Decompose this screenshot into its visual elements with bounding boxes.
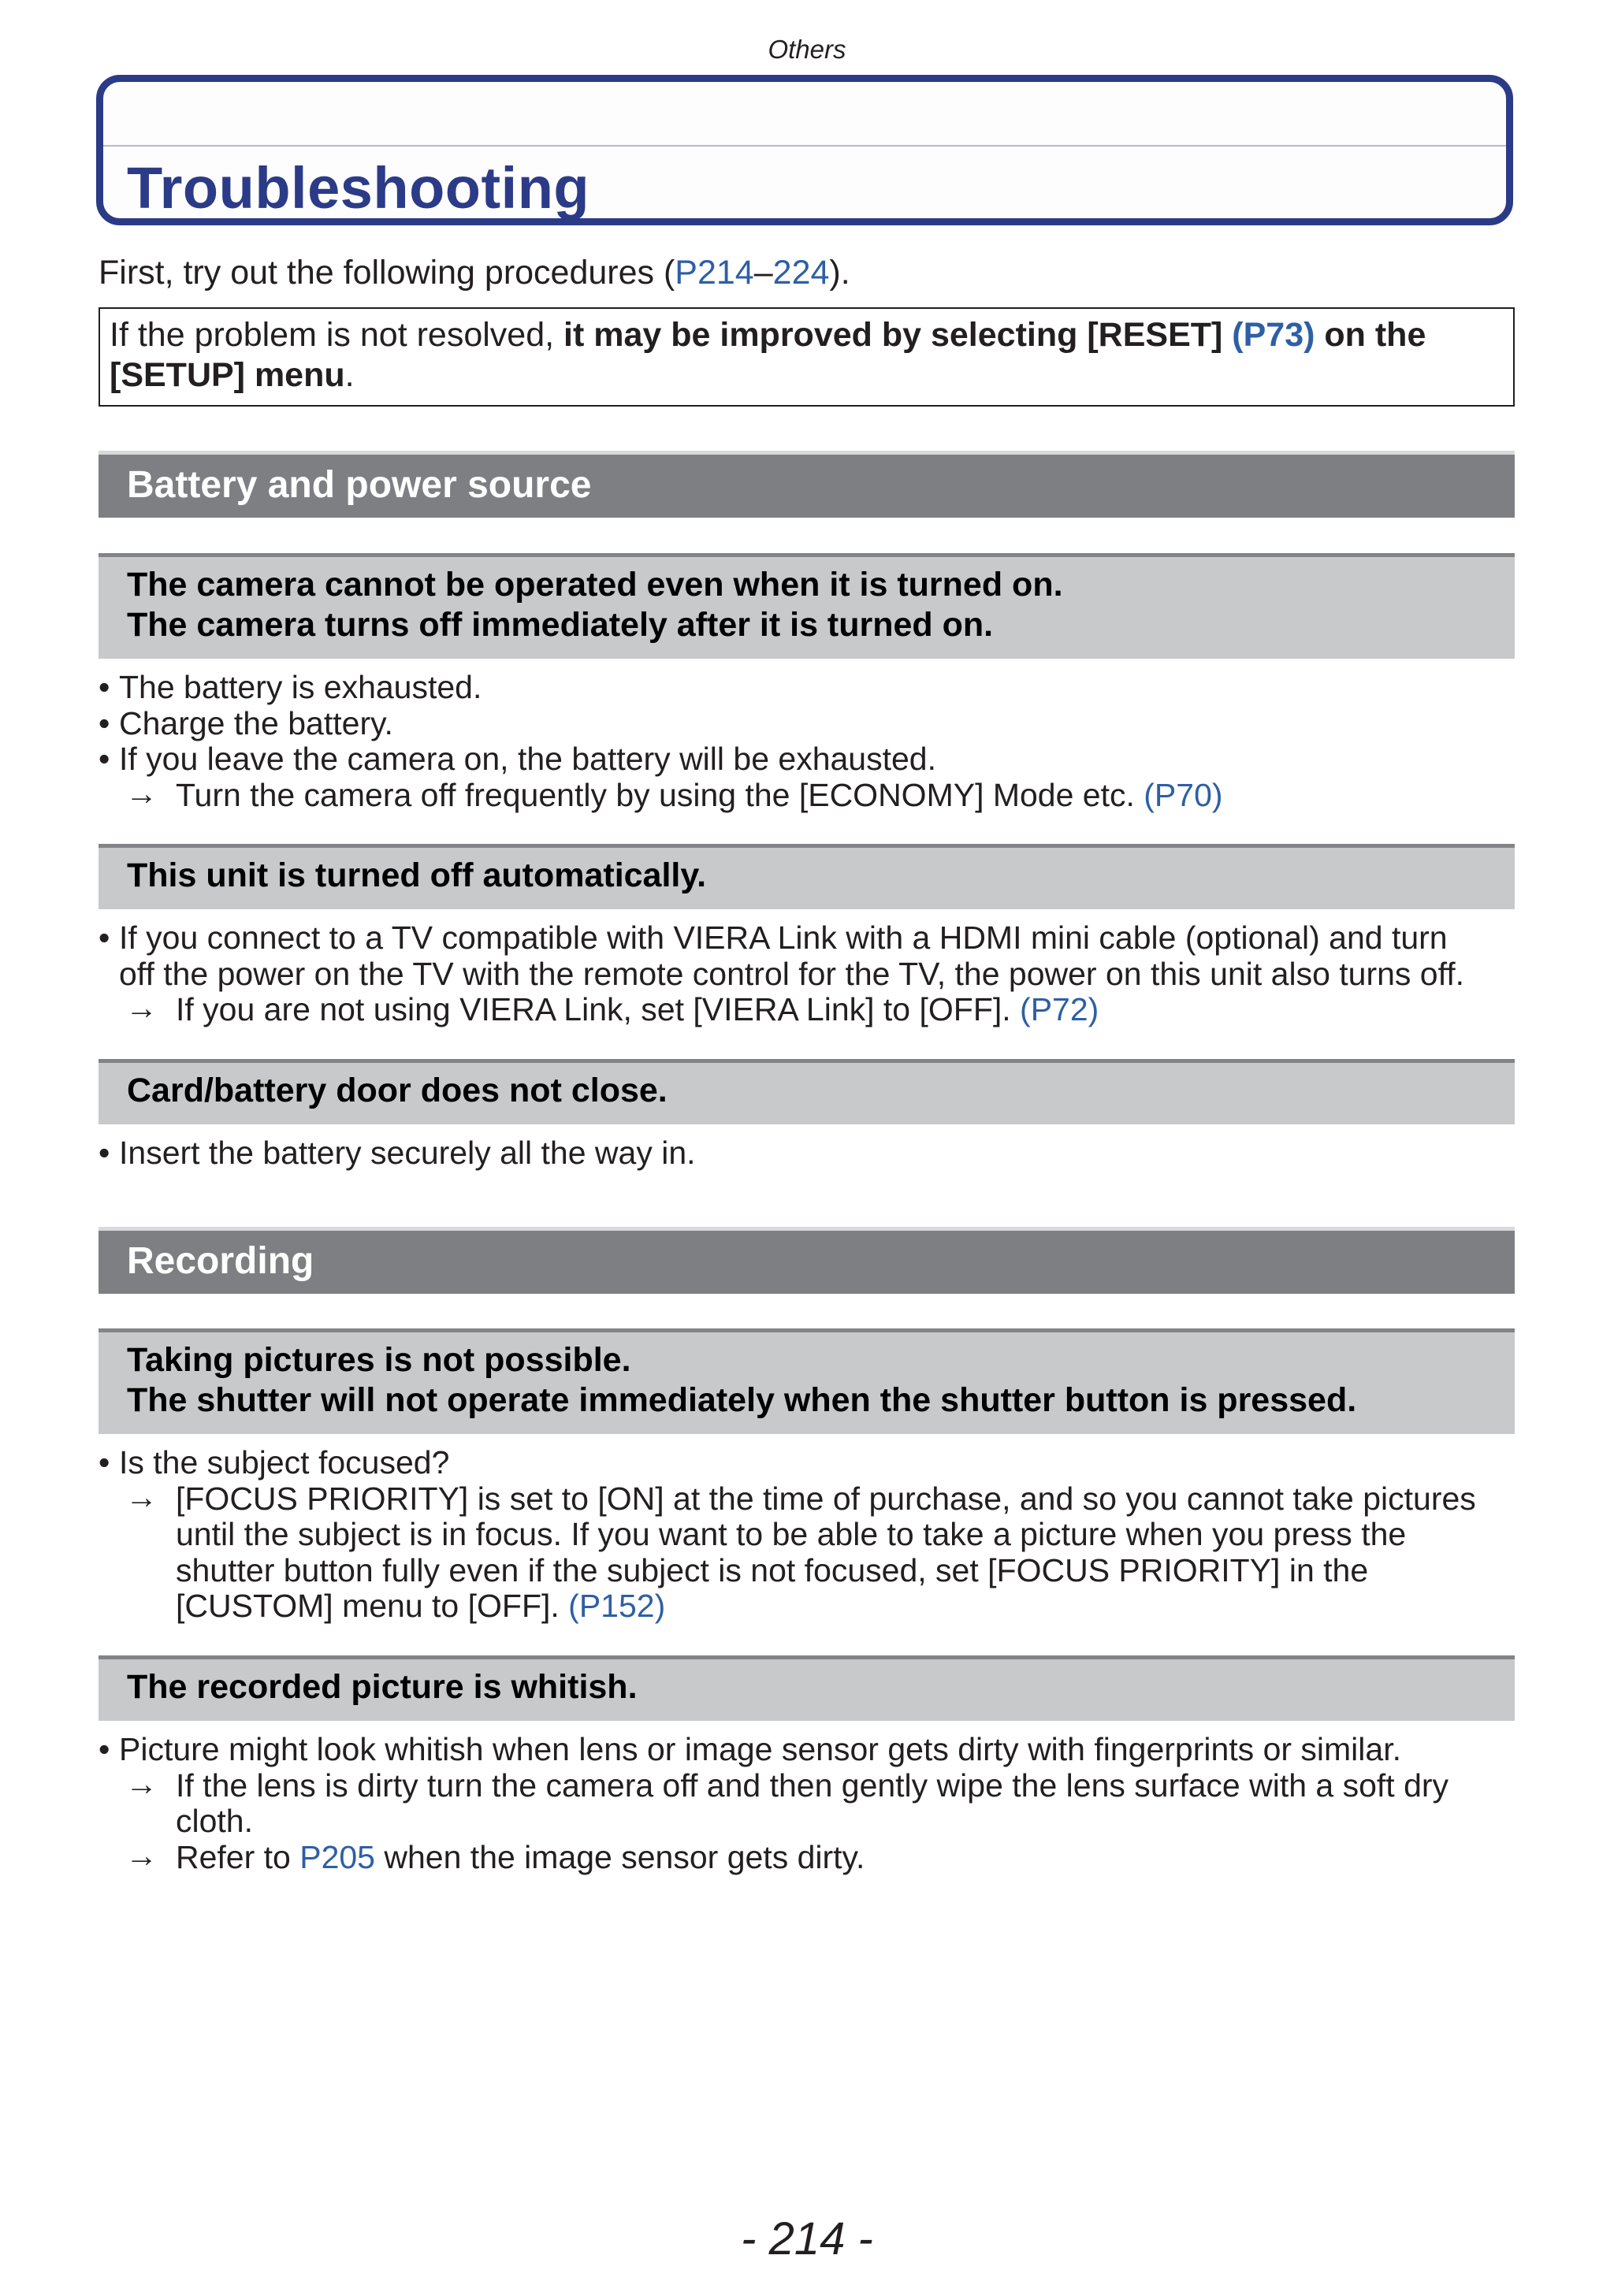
issue-heading-line: This unit is turned off automatically. [127,856,707,894]
note-plain-text: If the problem is not resolved, [110,316,564,354]
arrow-right-icon: → [125,775,158,812]
issue-heading-line: Taking pictures is not possible. [127,1341,631,1379]
action-text: If the lens is dirty turn the camera off and then gently wipe the lens surface with a soft dry [176,1767,1449,1804]
list-item: • Picture might look whitish when lens or image sensor gets dirty with fingerprints or similar. [99,1732,1515,1768]
link-p70[interactable]: (P70) [1144,776,1223,813]
issue-heading-line: Card/battery door does not close. [127,1072,668,1109]
list-item: • The battery is exhausted. [99,670,1515,706]
link-p73[interactable]: (P73) [1232,316,1315,354]
note-period: . [344,356,355,394]
list-item: • Is the subject focused? [99,1445,1515,1481]
list-item-action [99,775,1515,814]
reset-note-line-2 [110,355,1505,396]
list-item-action [99,992,1515,1028]
issue-body-whitish-picture [99,1732,1515,1875]
link-p214[interactable]: P214 [675,254,754,292]
link-p205[interactable]: P205 [299,1838,375,1875]
action-text: [CUSTOM] menu to [OFF]. [176,1588,569,1624]
intro-text [99,251,850,295]
list-item: • Insert the battery securely all the way in. [99,1135,1515,1172]
intro-dash: – [753,254,773,292]
list-item-action-continued: until the subject is in focus. If you want to be able to take a picture when you press the [176,1516,1407,1552]
list-item: • Charge the battery. [99,706,1515,742]
issue-heading-line: The camera cannot be operated even when it is turned on. [127,566,1063,604]
issue-body-camera-cannot-operate [99,670,1515,813]
note-setup-menu: [SETUP] menu [110,356,345,394]
note-bold-text-2: on the [1315,316,1426,354]
link-p152[interactable]: (P152) [568,1588,666,1624]
title-divider [103,145,1506,147]
link-224[interactable]: 224 [772,254,830,292]
action-text: [FOCUS PRIORITY] is set to [ON] at the time of purchase, and so you cannot take pictures [176,1480,1476,1517]
issue-heading-camera-cannot-operate [99,553,1515,659]
reset-note-line-1 [110,315,1505,355]
arrow-right-icon: → [125,990,158,1026]
issue-heading-line: The camera turns off immediately after it is turned on. [127,606,994,644]
list-item-action [99,1765,1515,1804]
action-text: If you are not using VIERA Link, set [VIERA Link] to [OFF]. [176,991,1021,1027]
list-item-continued: off the power on the TV with the remote control for the TV, the power on this unit also turns off. [119,955,1465,992]
list-item: • If you leave the camera on, the battery will be exhausted. [99,741,1515,778]
page-number: - 214 - [741,2213,873,2264]
section-heading-recording: Recording [99,1227,1515,1294]
section-heading-battery: Battery and power source [99,451,1515,518]
list-item-action-continued: shutter button fully even if the subject is not focused, set [FOCUS PRIORITY] in the [176,1551,1369,1588]
issue-heading-whitish-picture [99,1655,1515,1721]
list-item-action [99,1478,1515,1518]
arrow-right-icon: → [125,1837,158,1874]
arrow-right-icon: → [125,1478,158,1515]
issue-heading-line: The shutter will not operate immediately when the shutter button is pressed. [127,1381,1357,1419]
reset-note-box [99,307,1515,407]
list-item-action-continued [99,1588,1515,1625]
page-title: Troubleshooting [127,155,590,221]
intro-text-start: First, try out the following procedures ( [99,254,675,292]
issue-heading-door-not-close [99,1059,1515,1124]
issue-heading-cannot-take-pictures [99,1328,1515,1434]
link-p72[interactable]: (P72) [1020,991,1099,1027]
page-header-section-label: Others [768,35,846,64]
list-item-action-continued: cloth. [176,1803,253,1839]
action-text: Refer to [176,1838,300,1875]
arrow-right-icon: → [125,1765,158,1802]
issue-body-cannot-take-pictures [99,1445,1515,1625]
action-text-end: when the image sensor gets dirty. [375,1838,865,1875]
action-text: Turn the camera off frequently by using the [ECONOMY] Mode etc. [176,776,1144,813]
list-item-action [99,1837,1515,1876]
title-box [96,75,1513,225]
issue-body-door-not-close [99,1135,1515,1172]
list-item: • If you connect to a TV compatible with VIERA Link with a HDMI mini cable (optional) and turn [99,920,1515,957]
issue-body-auto-off [99,920,1515,1028]
intro-text-end: ). [829,254,850,292]
issue-heading-auto-off [99,844,1515,909]
issue-heading-line: The recorded picture is whitish. [127,1668,638,1706]
note-bold-text: it may be improved by selecting [RESET] [563,316,1233,354]
